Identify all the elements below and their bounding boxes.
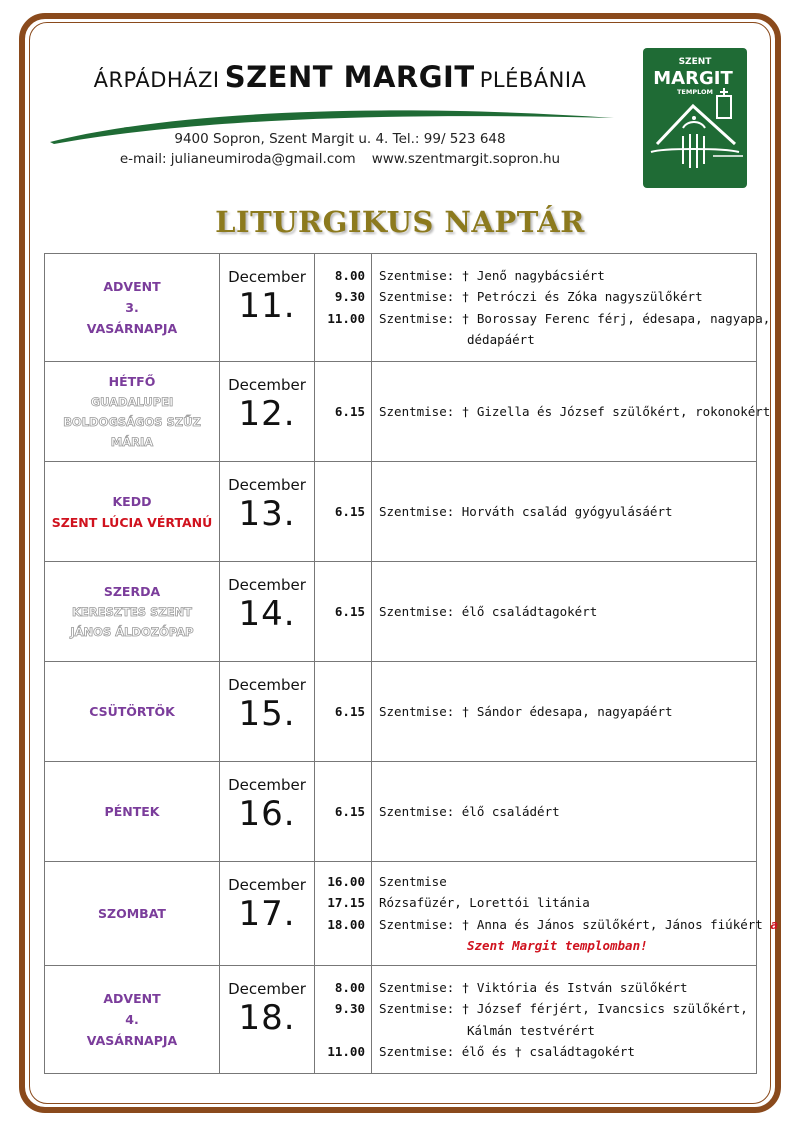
page-title: LITURGIKUS NAPTÁR (215, 205, 585, 239)
intention-line: Szentmise: élő családért (379, 803, 560, 819)
contact-line (60, 151, 620, 167)
mass-time: 8.00 (334, 267, 365, 283)
logo-text-3: TEMPLOM (676, 88, 714, 96)
intention-cell (372, 362, 771, 462)
intention-line: Szentmise: Horváth család gyógyulásáért (379, 503, 673, 519)
intention-line: Szentmise: élő családtagokért (379, 603, 598, 619)
date-cell (220, 662, 315, 762)
day-name: SZERDA (103, 584, 161, 599)
day-cell (45, 254, 220, 362)
parish-name (60, 60, 620, 94)
mass-time: 6.15 (334, 703, 365, 719)
mass-time: 9.30 (334, 289, 365, 304)
mass-time: 16.00 (327, 873, 365, 889)
date-cell (220, 862, 315, 966)
feast-name: MÁRIA (110, 435, 154, 449)
day-name: PÉNTEK (104, 804, 160, 819)
intention-cell (372, 462, 757, 562)
day-name: ADVENT (103, 991, 161, 1006)
date-month: December (228, 876, 306, 894)
calendar-row (45, 362, 757, 462)
day-cell (45, 462, 220, 562)
time-cell (315, 862, 372, 966)
time-cell (315, 562, 372, 662)
day-name: ADVENT (103, 279, 161, 294)
date-cell (220, 562, 315, 662)
feast-name: JÁNOS ÁLDOZÓPAP (70, 625, 194, 639)
logo-text-2: MARGIT (653, 68, 733, 89)
day-name: HÉTFŐ (108, 374, 156, 389)
feast-name: GUADALUPEI (90, 395, 174, 409)
intention-line: Szentmise: † Gizella és József szülőkért, rokonokért (379, 403, 771, 419)
day-cell (45, 362, 220, 462)
parish-logo (643, 48, 747, 188)
day-name: VASÁRNAPJA (86, 321, 178, 336)
parish-name-suffix: PLÉBÁNIA (479, 68, 587, 92)
location-note: a (770, 916, 778, 932)
time-cell (315, 662, 372, 762)
date-number: 17. (238, 894, 296, 934)
intention-line: Szentmise: † Anna és János szülőkért, János fiúkért (379, 916, 763, 932)
day-cell (45, 562, 220, 662)
location-note: Szent Margit templomban! (467, 938, 648, 953)
day-cell (45, 662, 220, 762)
intention-line: Szentmise: élő és † családtagokért (379, 1044, 635, 1059)
day-cell (45, 862, 220, 966)
mass-time: 17.15 (327, 895, 365, 910)
time-cell (315, 462, 372, 562)
mass-time: 6.15 (334, 503, 365, 519)
time-cell (315, 762, 372, 862)
intention-line: Szentmise: † Borossay Ferenc férj, édesapa, nagyapa, (379, 310, 771, 326)
mass-time: 18.00 (327, 916, 365, 932)
day-name: SZOMBAT (98, 906, 166, 921)
day-cell (45, 762, 220, 862)
date-number: 18. (238, 998, 296, 1038)
mass-time: 6.15 (334, 803, 365, 819)
date-cell (220, 462, 315, 562)
intention-line: Szentmise: † Petróczi és Zóka nagyszülőkért (379, 289, 703, 304)
date-number: 12. (238, 394, 296, 434)
day-cell (45, 966, 220, 1074)
day-name: 4. (125, 1012, 139, 1027)
date-month: December (228, 676, 306, 694)
mass-time: 8.00 (334, 979, 365, 995)
day-name: 3. (125, 300, 139, 315)
date-month: December (228, 776, 306, 794)
date-cell (220, 966, 315, 1074)
mass-time: 9.30 (334, 1001, 365, 1016)
intention-cell (372, 762, 757, 862)
calendar-row (45, 562, 757, 662)
calendar-row (45, 462, 757, 562)
calendar-row (45, 762, 757, 862)
date-number: 16. (238, 794, 296, 834)
intention-line: Szentmise: † Jenő nagybácsiért (379, 267, 605, 283)
mass-time: 11.00 (327, 310, 365, 326)
intention-line: Szentmise: † József férjért, Ivancsics szülőkért, (379, 1001, 748, 1016)
intention-cell (372, 562, 757, 662)
website-link[interactable]: www.szentmargit.sopron.hu (371, 151, 561, 167)
parish-name-prefix: ÁRPÁDHÁZI (93, 68, 220, 92)
intention-line: dédapáért (467, 332, 535, 347)
intention-line: Szentmise (379, 873, 447, 889)
feast-name: KERESZTES SZENT (71, 605, 193, 619)
intention-cell (372, 862, 778, 966)
date-month: December (228, 376, 306, 394)
date-month: December (228, 980, 306, 998)
liturgical-calendar-table (44, 253, 778, 1074)
intention-line: Rózsafüzér, Lorettói litánia (379, 895, 590, 910)
feast-name: SZENT LÚCIA VÉRTANÚ (51, 514, 213, 530)
date-month: December (228, 576, 306, 594)
day-name: VASÁRNAPJA (86, 1033, 178, 1048)
feast-name: BOLDOGSÁGOS SZŰZ (63, 415, 201, 429)
time-cell (315, 254, 372, 362)
date-cell (220, 762, 315, 862)
date-number: 13. (238, 494, 296, 534)
calendar-row (45, 254, 757, 362)
calendar-row (45, 862, 757, 966)
date-month: December (228, 476, 306, 494)
intention-cell (372, 662, 757, 762)
date-number: 14. (238, 594, 296, 634)
time-cell (315, 966, 372, 1074)
date-cell (220, 254, 315, 362)
intention-line: Kálmán testvérért (467, 1022, 595, 1038)
intention-cell (372, 254, 771, 362)
email-link[interactable]: e-mail: julianeumiroda@gmail.com (119, 151, 356, 167)
mass-time: 6.15 (334, 403, 365, 419)
day-name: CSÜTÖRTÖK (89, 704, 175, 719)
intention-line: Szentmise: † Viktória és István szülőkért (379, 979, 688, 995)
day-name: KEDD (112, 493, 152, 509)
mass-time: 6.15 (334, 603, 365, 619)
mass-time: 11.00 (327, 1044, 365, 1059)
address-line: 9400 Sopron, Szent Margit u. 4. Tel.: 99/ 523 648 (174, 131, 506, 147)
parish-name-main: SZENT MARGIT (224, 60, 475, 94)
calendar-row (45, 662, 757, 762)
time-cell (315, 362, 372, 462)
intention-cell (372, 966, 757, 1074)
calendar-row (45, 966, 757, 1074)
date-cell (220, 362, 315, 462)
date-number: 11. (238, 286, 296, 326)
logo-text-1: SZENT (678, 57, 712, 67)
intention-line: Szentmise: † Sándor édesapa, nagyapáért (379, 703, 673, 719)
date-number: 15. (238, 694, 296, 734)
date-month: December (228, 268, 306, 286)
